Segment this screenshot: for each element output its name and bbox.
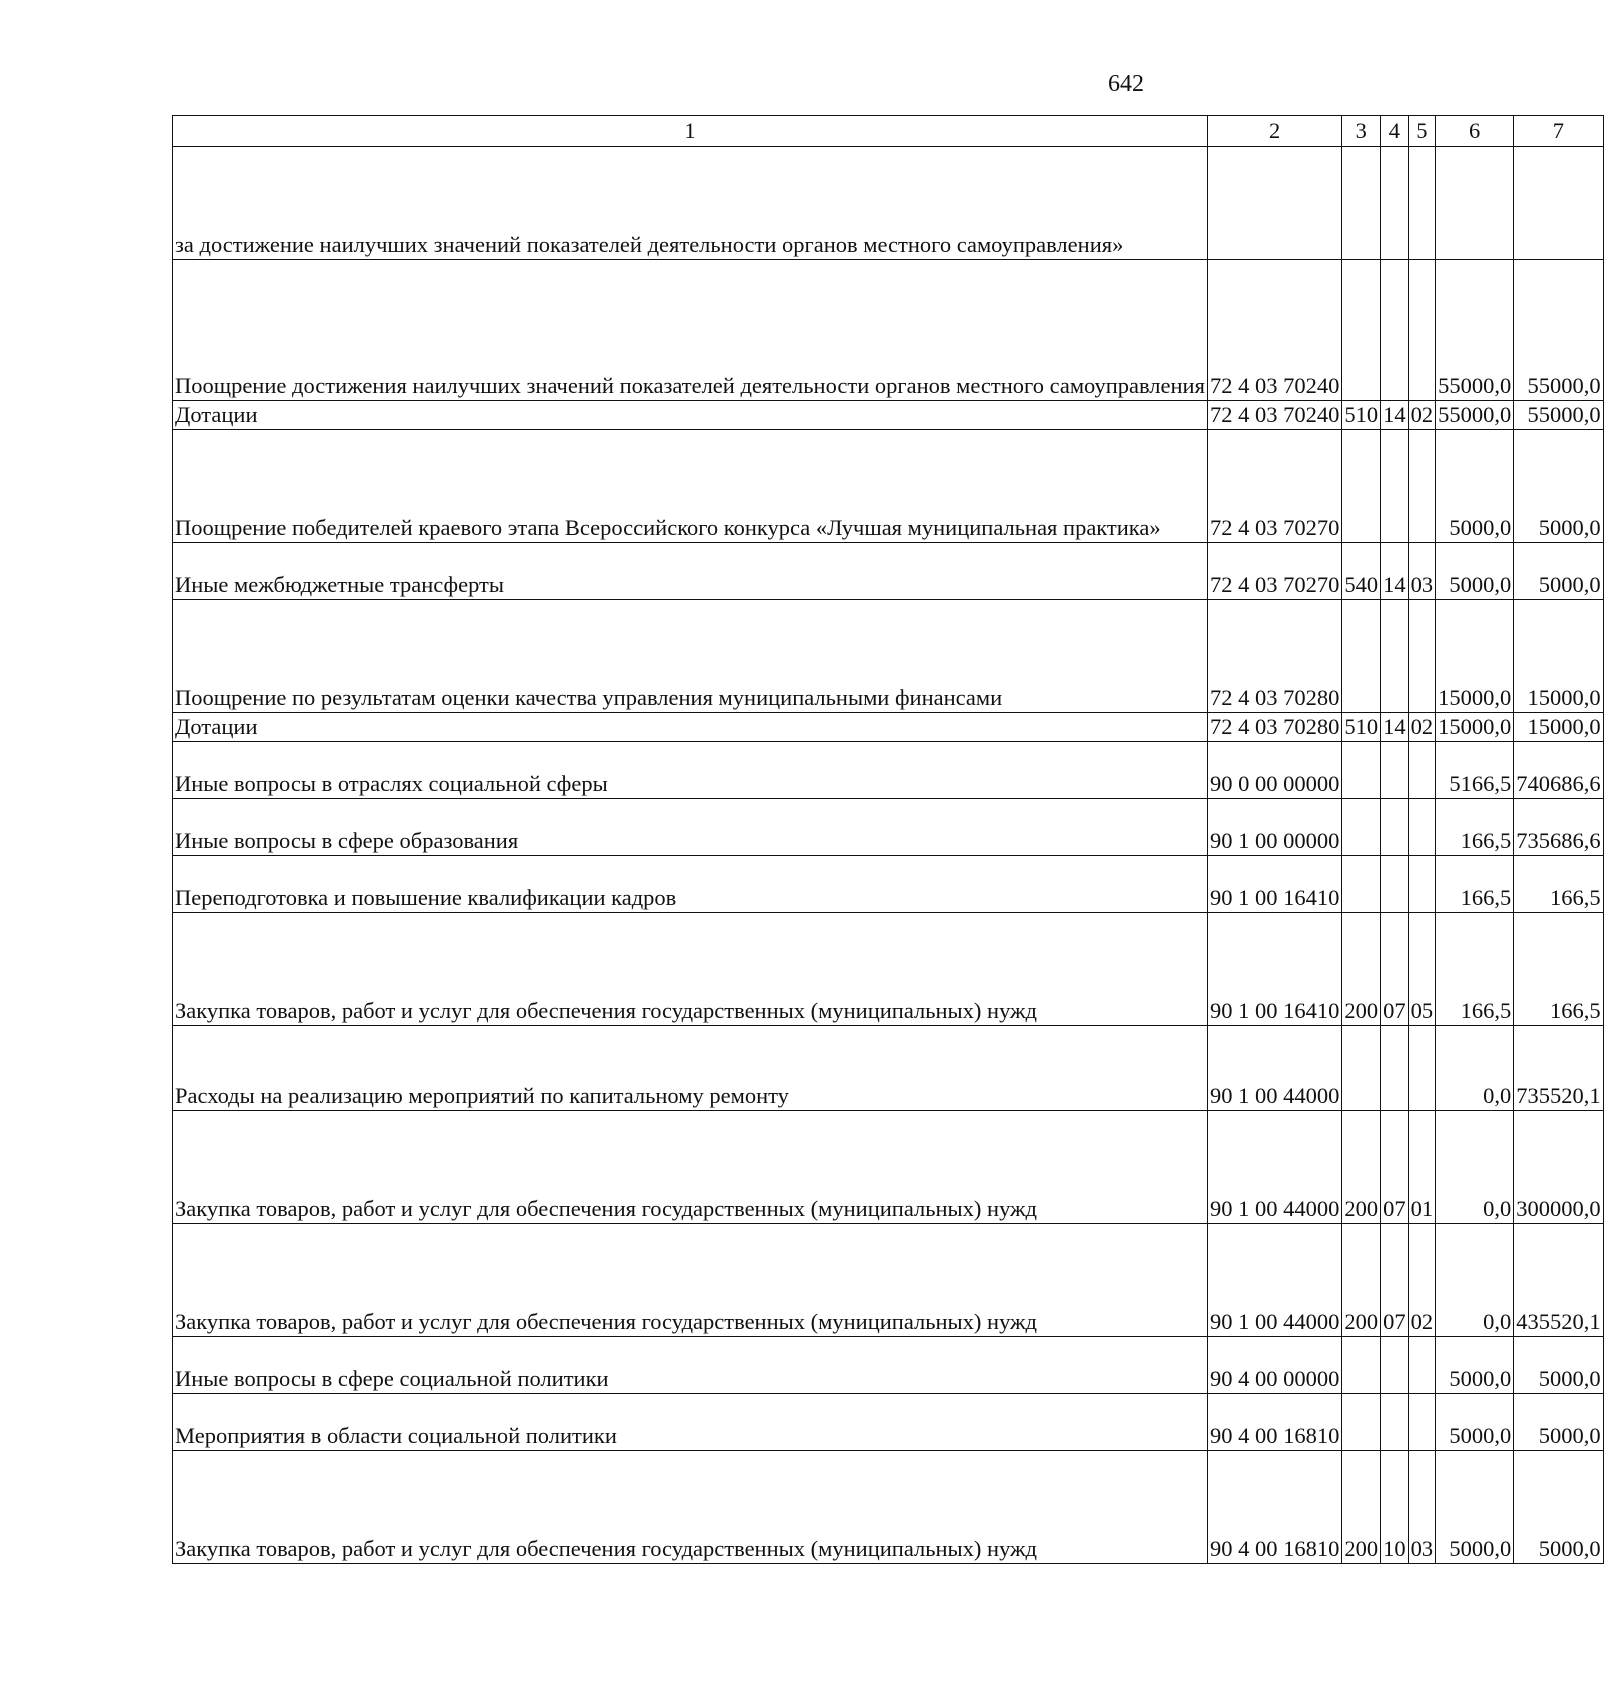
expense-name: Иные межбюджетные трансферты — [173, 543, 1208, 600]
expense-type — [1342, 600, 1381, 713]
amount-col6: 0,0 — [1436, 1224, 1514, 1337]
subsection-code — [1408, 1394, 1436, 1451]
expense-name: Иные вопросы в сфере образования — [173, 799, 1208, 856]
budget-code: 90 1 00 00000 — [1207, 799, 1341, 856]
table-row — [173, 1224, 1604, 1337]
amount-col7: 300000,0 — [1514, 1111, 1603, 1224]
budget-code: 90 1 00 44000 — [1207, 1224, 1341, 1337]
subsection-code: 05 — [1408, 913, 1436, 1026]
subsection-code — [1408, 799, 1436, 856]
table-row — [173, 742, 1604, 799]
subsection-code — [1408, 430, 1436, 543]
budget-code: 72 4 03 70240 — [1207, 401, 1341, 430]
amount-col6: 5166,5 — [1436, 742, 1514, 799]
budget-code: 72 4 03 70270 — [1207, 543, 1341, 600]
expense-type: 540 — [1342, 543, 1381, 600]
table-row — [173, 856, 1604, 913]
expense-name: Расходы на реализацию мероприятий по капитальному ремонту — [173, 1026, 1208, 1111]
amount-col6: 5000,0 — [1436, 430, 1514, 543]
subsection-code: 02 — [1408, 713, 1436, 742]
amount-col6: 55000,0 — [1436, 401, 1514, 430]
expense-name: Закупка товаров, работ и услуг для обеспечения государственных (муниципальных) нужд — [173, 1111, 1208, 1224]
expense-type: 200 — [1342, 913, 1381, 1026]
section-code: 10 — [1381, 1451, 1409, 1564]
budget-table — [172, 115, 1604, 1564]
expense-type — [1342, 430, 1381, 543]
budget-code: 72 4 03 70270 — [1207, 430, 1341, 543]
expense-type: 200 — [1342, 1111, 1381, 1224]
table-row — [173, 260, 1604, 401]
amount-col7: 5000,0 — [1514, 1337, 1603, 1394]
budget-code: 90 4 00 00000 — [1207, 1337, 1341, 1394]
expense-type: 510 — [1342, 713, 1381, 742]
amount-col6: 166,5 — [1436, 799, 1514, 856]
expense-name: Закупка товаров, работ и услуг для обеспечения государственных (муниципальных) нужд — [173, 913, 1208, 1026]
section-code — [1381, 260, 1409, 401]
budget-code: 72 4 03 70280 — [1207, 600, 1341, 713]
section-code — [1381, 600, 1409, 713]
table-row — [173, 1111, 1604, 1224]
subsection-code — [1408, 260, 1436, 401]
amount-col7: 435520,1 — [1514, 1224, 1603, 1337]
expense-type — [1342, 1026, 1381, 1111]
amount-col7: 5000,0 — [1514, 430, 1603, 543]
table-row — [173, 147, 1604, 260]
column-header: 5 — [1408, 116, 1436, 147]
expense-type — [1342, 742, 1381, 799]
expense-name: Мероприятия в области социальной политики — [173, 1394, 1208, 1451]
expense-type: 200 — [1342, 1451, 1381, 1564]
section-code — [1381, 799, 1409, 856]
section-code: 07 — [1381, 1224, 1409, 1337]
expense-type: 200 — [1342, 1224, 1381, 1337]
table-row — [173, 430, 1604, 543]
amount-col7: 5000,0 — [1514, 543, 1603, 600]
expense-name: Дотации — [173, 401, 1208, 430]
amount-col7: 166,5 — [1514, 856, 1603, 913]
amount-col6: 5000,0 — [1436, 543, 1514, 600]
expense-name: Иные вопросы в отраслях социальной сферы — [173, 742, 1208, 799]
budget-code: 90 0 00 00000 — [1207, 742, 1341, 799]
amount-col6: 166,5 — [1436, 913, 1514, 1026]
column-header: 3 — [1342, 116, 1381, 147]
expense-name: Дотации — [173, 713, 1208, 742]
budget-code: 90 1 00 44000 — [1207, 1111, 1341, 1224]
column-header: 1 — [173, 116, 1208, 147]
column-header: 6 — [1436, 116, 1514, 147]
section-code: 14 — [1381, 713, 1409, 742]
column-header: 2 — [1207, 116, 1341, 147]
budget-code — [1207, 147, 1341, 260]
subsection-code — [1408, 1026, 1436, 1111]
section-code: 14 — [1381, 543, 1409, 600]
subsection-code: 01 — [1408, 1111, 1436, 1224]
section-code — [1381, 1026, 1409, 1111]
section-code: 07 — [1381, 1111, 1409, 1224]
amount-col7: 15000,0 — [1514, 600, 1603, 713]
amount-col6: 5000,0 — [1436, 1451, 1514, 1564]
expense-name: Поощрение достижения наилучших значений показателей деятельности органов местного самоуправления — [173, 260, 1208, 401]
expense-type — [1342, 856, 1381, 913]
amount-col7: 55000,0 — [1514, 260, 1603, 401]
amount-col7: 735520,1 — [1514, 1026, 1603, 1111]
expense-name: Поощрение победителей краевого этапа Всероссийского конкурса «Лучшая муниципальная практика» — [173, 430, 1208, 543]
expense-type — [1342, 1394, 1381, 1451]
table-row — [173, 1337, 1604, 1394]
section-code — [1381, 742, 1409, 799]
section-code: 14 — [1381, 401, 1409, 430]
amount-col6: 166,5 — [1436, 856, 1514, 913]
budget-code: 90 1 00 44000 — [1207, 1026, 1341, 1111]
table-row — [173, 401, 1604, 430]
expense-type — [1342, 799, 1381, 856]
page-number: 642 — [1108, 71, 1144, 97]
amount-col6: 55000,0 — [1436, 260, 1514, 401]
table-row — [173, 799, 1604, 856]
budget-code: 72 4 03 70240 — [1207, 260, 1341, 401]
column-header: 7 — [1514, 116, 1603, 147]
amount-col7 — [1514, 147, 1603, 260]
budget-code: 90 1 00 16410 — [1207, 856, 1341, 913]
table-row — [173, 543, 1604, 600]
table-row — [173, 713, 1604, 742]
subsection-code: 02 — [1408, 1224, 1436, 1337]
subsection-code: 03 — [1408, 543, 1436, 600]
amount-col7: 55000,0 — [1514, 401, 1603, 430]
budget-code: 90 1 00 16410 — [1207, 913, 1341, 1026]
subsection-code — [1408, 742, 1436, 799]
amount-col6: 5000,0 — [1436, 1337, 1514, 1394]
budget-code: 90 4 00 16810 — [1207, 1451, 1341, 1564]
amount-col6: 15000,0 — [1436, 713, 1514, 742]
table-row — [173, 1026, 1604, 1111]
table-row — [173, 1394, 1604, 1451]
expense-type — [1342, 260, 1381, 401]
expense-name: за достижение наилучших значений показателей деятельности органов местного самоуправления» — [173, 147, 1208, 260]
amount-col7: 735686,6 — [1514, 799, 1603, 856]
section-code — [1381, 1337, 1409, 1394]
header-row — [173, 116, 1604, 147]
section-code — [1381, 856, 1409, 913]
amount-col7: 5000,0 — [1514, 1394, 1603, 1451]
amount-col7: 15000,0 — [1514, 713, 1603, 742]
expense-name: Переподготовка и повышение квалификации кадров — [173, 856, 1208, 913]
section-code — [1381, 430, 1409, 543]
subsection-code: 02 — [1408, 401, 1436, 430]
table-row — [173, 1451, 1604, 1564]
amount-col6: 0,0 — [1436, 1111, 1514, 1224]
amount-col6: 5000,0 — [1436, 1394, 1514, 1451]
expense-name: Закупка товаров, работ и услуг для обеспечения государственных (муниципальных) нужд — [173, 1451, 1208, 1564]
amount-col6: 0,0 — [1436, 1026, 1514, 1111]
expense-type — [1342, 1337, 1381, 1394]
section-code: 07 — [1381, 913, 1409, 1026]
expense-name: Иные вопросы в сфере социальной политики — [173, 1337, 1208, 1394]
subsection-code — [1408, 600, 1436, 713]
section-code — [1381, 1394, 1409, 1451]
expense-name: Поощрение по результатам оценки качества управления муниципальными финансами — [173, 600, 1208, 713]
amount-col7: 166,5 — [1514, 913, 1603, 1026]
table-row — [173, 600, 1604, 713]
subsection-code — [1408, 1337, 1436, 1394]
section-code — [1381, 147, 1409, 260]
expense-type — [1342, 147, 1381, 260]
subsection-code — [1408, 856, 1436, 913]
table-row — [173, 913, 1604, 1026]
budget-code: 72 4 03 70280 — [1207, 713, 1341, 742]
column-header: 4 — [1381, 116, 1409, 147]
subsection-code — [1408, 147, 1436, 260]
subsection-code: 03 — [1408, 1451, 1436, 1564]
amount-col6: 15000,0 — [1436, 600, 1514, 713]
amount-col7: 740686,6 — [1514, 742, 1603, 799]
budget-code: 90 4 00 16810 — [1207, 1394, 1341, 1451]
amount-col7: 5000,0 — [1514, 1451, 1603, 1564]
expense-type: 510 — [1342, 401, 1381, 430]
expense-name: Закупка товаров, работ и услуг для обеспечения государственных (муниципальных) нужд — [173, 1224, 1208, 1337]
amount-col6 — [1436, 147, 1514, 260]
